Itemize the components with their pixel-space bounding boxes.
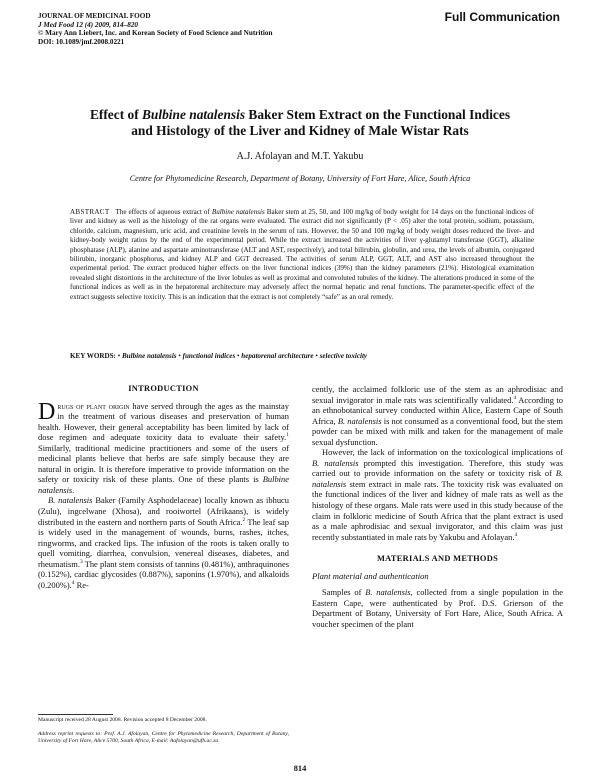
keyword-4: selective toxicity — [319, 352, 368, 360]
journal-name: JOURNAL OF MEDICINAL FOOD — [38, 12, 151, 20]
abstract — [70, 208, 534, 302]
methods-paragraph-1: Samples of B. natalensis, collected from a single population in the Eastern Cape, were authenticated by Prof. D.S. Grierson of the Department of Botany, University of Fort Hare, Alice, South Africa. A voucher specimen of the plant — [312, 587, 563, 629]
intro-paragraph-2: B. natalensis Baker (Family Asphodelaceae) locally known as ibhucu (Zulu), ingcelwane (Xhosa), and rooiwortel (Afrikaans), is widely distributed in the eastern and northern parts of South Africa.$^2$ The leaf sap is widely used in the management of wounds, burns, rashes, itches, ringworms, and cracked lips. The infusion of the roots is taken orally to quell vomiting, diarrhea, convulsion, venereal diseases, diabetes, and rheumatism.$^3$ The plant stem consists of tannins (0.481%), anthraquinones (0.152%), cardiac glycosides (0.887%), saponins (1.970%), and alkaloids (0.200%).$^4$ Re- — [38, 495, 290, 590]
affiliation: Centre for Phytomedicine Research, Department of Botany, University of Fort Hare, Alice, South Africa — [129, 174, 471, 183]
journal-header — [38, 12, 272, 46]
manuscript-received-note: Manuscript received 28 August 2008. Revision accepted 8 December 2008. — [38, 717, 207, 723]
copyright-line: © Mary Ann Liebert, Inc. and Korean Society of Food Science and Nutrition — [38, 29, 273, 38]
keyword-1: Bulbine natalensis — [121, 352, 177, 360]
methods-heading: MATERIALS AND METHODS — [376, 554, 499, 564]
doi-line: DOI: 10.1089/jmf.2008.0221 — [38, 37, 125, 46]
keywords-label: KEY WORDS: — [70, 352, 116, 360]
title-species: Bulbine natalensis — [142, 107, 246, 122]
keyword-2: functional indices — [182, 352, 236, 360]
drop-cap: D — [38, 398, 56, 425]
abstract-text: The effects of aqueous extract of Bulbine natalensis Baker stem at 25, 50, and 100 mg/kg of body weight for 14 days on the functional indices of liver and kidney as well as the histology of the rat organs were evaluated. The extract did not significantly (P < .05) alter the total protein, sodium, potassium, chloride, calcium, magnesium, uric acid, and creatinine levels in the serum of rats. However, the 50 and 100 mg/kg of body weight doses reduced the liver- and kidney-body weight ratios by the end of the experimental period. While the extract increased the activities of liver γ-glutamyl transferase (GGT), alkaline phosphatase (ALP), alanine and aspartate aminotransferase (ALT and AST, respectively), and total bilirubin, globulin, and urea, the levels of albumin, conjugated bilirubin, inorganic phosphorus, and kidney ALP and GGT decreased. The activities of serum ALP, GGT, ALT, and AST also increased throughout the experimental period. The extract produced higher effects on the liver functional indices (39%) than the kidney parameters (21%). Histological examination revealed slight distortions in the architecture of the liver lobules as well as proximal and convoluted tubules of the kidney. The alterations produced in some of the functional indices as well as in the hepatorenal architecture may adversely affect the normal hepatic and renal functions. The parameter-specific effect of the extract suggests selective toxicity. This is an indication that the extract is not completely “safe” as an oral remedy. — [70, 208, 534, 301]
journal-citation: J Med Food 12 (4) 2009, 814–820 — [38, 20, 139, 29]
keywords: KEY WORDS: • Bulbine natalensis • functional indices • hepatorenal architecture • selective toxicity — [70, 352, 368, 360]
left-column — [38, 384, 289, 590]
page-number: 814 — [293, 764, 307, 773]
footnote-divider — [38, 714, 113, 715]
abstract-label: ABSTRACT — [70, 208, 110, 216]
right-column — [312, 384, 563, 629]
intro-paragraph-2-cont: cently, the acclaimed folkloric use of the stem as an aphrodisiac and sexual invigorator in male rats was scientifically validated.$^4$ According to an ethnobotanical survey conducted within Alice, Eastern Cape of South Africa, B. natalensis is not consumed as a conventional food, but the stem powder can be mixed with milk and taken for the management of male sexual dysfunction. — [312, 384, 563, 447]
section-label: Full Communication — [444, 10, 560, 24]
plant-material-subheading: Plant material and authentication — [312, 570, 429, 581]
paper-title: Effect of Bulbine natalensis Baker Stem Extract on the Functional Indices and Histology of the Liver and Kidney of Male Wistar Rats — [89, 107, 511, 138]
correspondence-note: Address reprint requests to: Prof. A.J. Afolayan, Centre for Phytomedicine Research, Department of Botany, University of Fort Hare, Alice 5700, South Africa, E-mail: Aafolayan@ufh.ac.za — [38, 731, 289, 745]
keyword-3: hepatorenal architecture — [241, 352, 314, 360]
authors: A.J. Afolayan and M.T. Yakubu — [236, 151, 364, 162]
introduction-heading: INTRODUCTION — [128, 384, 199, 393]
intro-paragraph-1: Drugs of plant origin have served through the ages as the mainstay in the treatment of various diseases and preservation of human health. However, their general acceptability has been limited by lack of dose regimen and adequate toxicity data to evaluate their safety.$^1$ Similarly, traditional medicine practitioners and some of the users of medicinal plants believe that herbs are safe simply because they are natural in origin. It is therefore imperative to provide information on the safety or toxicity risk of these plants. One of these plants is Bulbine natalensis. — [38, 398, 289, 495]
intro-paragraph-3: However, the lack of information on the toxicological implications of B. natalensis prompted this investigation. Therefore, this study was carried out to provide information on the safety or toxicity risk of B. natalensis stem extract in male rats. The toxicity risk was evaluated on the functional indices of the liver and kidney of male rats as well as the histology of these organs. Male rats were used in this study because of the claim in folkloric medicine of South Africa that the plant extract is used as a male aphrodisiac and sexual invigorator, and this claim was just recently substantiated in male rats by Yakubu and Afolayan.$^4$ — [312, 447, 563, 542]
